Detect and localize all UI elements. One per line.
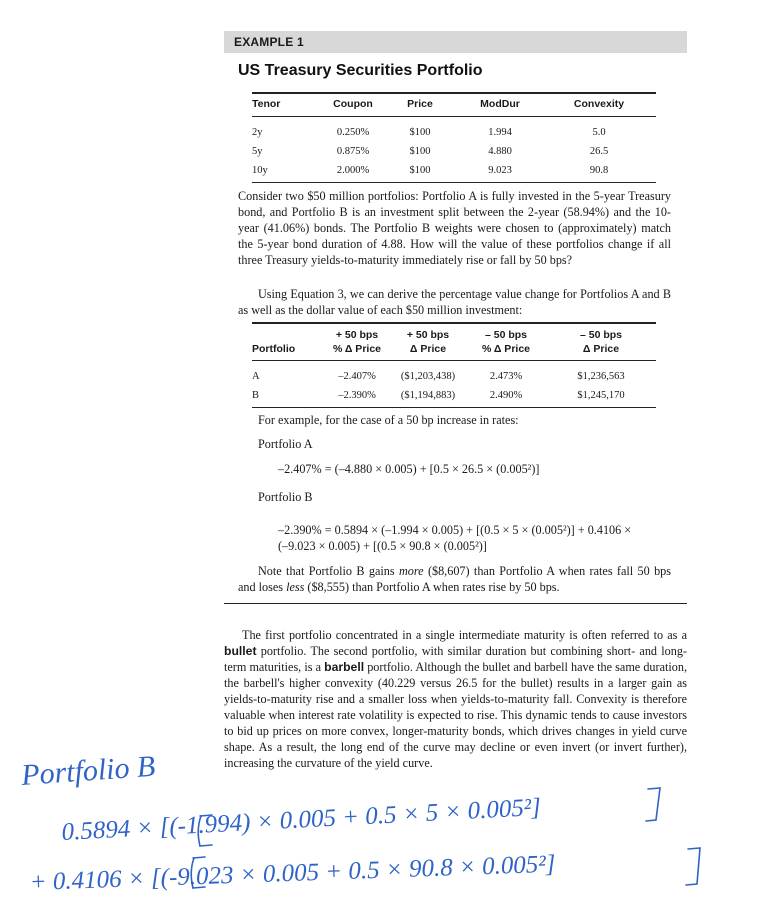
body-text: The first portfolio concentrated in a single intermediate maturity is often referred to as a [242,628,687,642]
column-header-line1: – 50 bps [484,329,528,341]
table-cell: $100 [409,146,431,157]
table-cell: ($1,194,883) [390,386,466,408]
term-bullet: bullet [224,644,257,658]
note-emphasis: less [286,580,305,594]
example-intro: For example, for the case of a 50 bp increase in rates: [258,413,519,427]
column-header: Coupon [324,93,382,117]
note-emphasis: more [398,564,424,578]
table-cell: $100 [382,161,458,183]
column-header-line2: Portfolio [252,343,296,355]
table-cell: 2.490% [466,386,546,408]
column-header-line1: + 50 bps [406,329,450,341]
equation-portfolio-a: –2.407% = (–4.880 × 0.005) + [0.5 × 26.5 × (0.005²)] [278,462,540,476]
column-header: Price [382,93,458,117]
scenario-paragraph: Consider two $50 million portfolios: Portfolio A is fully invested in the 5-year Treasury bond, and Portfolio B is an investment split between the 2-year (58.94%) and the 10-year (41.06%) bonds. The Portfolio B weights were chosen to (approximately) match the 5-year bond duration of 4.88. How will the value of these portfolios change if all three Treasury yields-to-maturity immediately rise or fall by 50 bps? [238,189,671,267]
note-text: ($8,555) than Portfolio A when rates rise by 50 bps. [304,580,560,594]
portfolio-a-label: Portfolio A [258,437,313,451]
table-cell: A [252,371,260,382]
bracket-open-1-bottom [200,845,212,846]
table-cell: $1,245,170 [546,386,656,408]
handwritten-label: Portfolio B [20,749,157,792]
table-cell: 90.8 [542,161,656,183]
table-cell: ($1,203,438) [400,371,456,382]
column-header: Tenor [252,93,324,117]
table-cell: $100 [409,127,431,138]
table-cell: $1,236,563 [577,371,625,382]
column-header-line1: – 50 bps [579,329,623,341]
note-text: Note that Portfolio B gains [258,564,399,578]
column-header-line2: % Δ Price [332,343,381,355]
table-cell: 1.994 [488,127,512,138]
column-header-line2: Δ Price [582,343,620,355]
column-header-line2: % Δ Price [481,343,530,355]
bracket-open-2-top [193,857,205,858]
example-label: EXAMPLE 1 [224,31,687,53]
table-cell: 9.023 [458,161,542,183]
note-text: ($8,607) than Portfolio A when rates fall 50 bps and loses [238,564,672,594]
portfolio-b-label: Portfolio B [258,490,313,504]
table-cell: 2y [252,127,263,138]
table-cell: B [252,386,324,408]
body-text: portfolio. Although the bullet and barbell have the same duration, the barbell's higher convexity (40.229 versus 26.5 for the bullet) results in a larger gain as yields-to-maturity rise and a smaller loss when yields-to-maturity fall. Convexity is therefore valuable when interest rate volatility is expected to rise. This dynamic tends to cause investors to bid up prices on more convex, longer-maturity bonds, which drives changes in yield curve shape. As a result, the long end of the curve may decline or even invert (or invert further), increasing the curvature of the yield curve. [224,660,687,770]
equation-portfolio-b-line1: –2.390% = 0.5894 × (–1.994 × 0.005) + [(0.5 × 5 × (0.005²)] + 0.4106 × [278,523,632,537]
table-cell: 0.250% [336,127,370,138]
table-cell: 10y [252,161,324,183]
column-header-line2: Δ Price [409,343,447,355]
table-cell: –2.390% [324,386,390,408]
body-text: portfolio. The second portfolio, with similar duration but combining short- and long-term maturities, is a [224,644,687,674]
table-cell: 5.0 [592,127,606,138]
example-title: US Treasury Securities Portfolio [238,62,483,79]
method-paragraph: Using Equation 3, we can derive the percentage value change for Portfolios A and B as well as the dollar value of each $50 million investment: [238,287,671,317]
handwritten-line1: 0.5894 × [(-1.994) × 0.005 + 0.5 × 5 × 0.005²] [60,793,542,846]
table-cell: 5y [252,146,263,157]
table-cell: 2.473% [489,371,523,382]
bracket-close-1 [646,788,660,821]
column-header: Convexity [542,93,656,117]
table-cell: 4.880 [488,146,512,157]
table-cell: –2.407% [338,371,376,382]
table-cell: 0.875% [336,146,370,157]
handwritten-line2: + 0.4106 × [(-9.023 × 0.005 + 0.5 × 90.8 × 0.005²] [29,850,556,896]
bracket-close-2 [686,848,700,885]
table-cell: 26.5 [589,146,609,157]
term-barbell: barbell [324,660,365,674]
table-cell: 2.000% [324,161,382,183]
column-header: ModDur [458,93,542,117]
equation-portfolio-b-line2: (–9.023 × 0.005) + [(0.5 × 90.8 × (0.005²)] [278,539,487,553]
column-header-line1: + 50 bps [335,329,379,341]
